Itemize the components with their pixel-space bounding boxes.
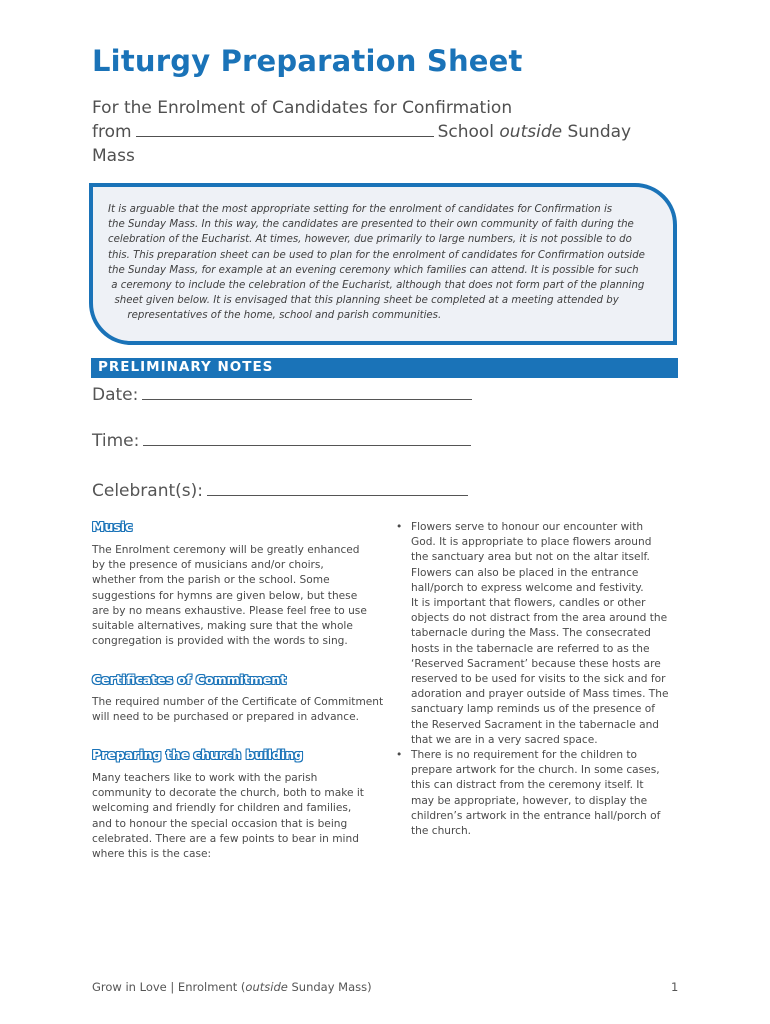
church-line: welcoming and friendly for children and families, bbox=[92, 802, 352, 815]
subtitle-line-1: For the Enrolment of Candidates for Confirmation bbox=[92, 98, 513, 118]
intro-line: celebration of the Eucharist. At times, however, due primarily to large numbers, it is not possible to do bbox=[108, 234, 632, 246]
bullet-line: the church. bbox=[411, 825, 472, 838]
church-line: celebrated. There are a few points to bear in mind bbox=[92, 832, 359, 845]
subtitle-line-2 bbox=[92, 120, 692, 144]
church-heading: Preparing the church building bbox=[92, 747, 304, 762]
bullet-line: hall/porch to express welcome and festivity. bbox=[411, 581, 644, 594]
bullet-line: adoration and prayer outside of Mass times. The bbox=[411, 688, 669, 701]
certificates-line: will need to be purchased or prepared in advance. bbox=[92, 711, 359, 724]
bullet-dot-icon: • bbox=[396, 749, 403, 762]
time-blank[interactable] bbox=[143, 431, 471, 446]
subtitle-line-3: Mass bbox=[92, 146, 135, 166]
intro-line: sheet given below. It is envisaged that this planning sheet be completed at a meeting attended by bbox=[108, 295, 619, 307]
intro-line: the Sunday Mass. In this way, the candidates are presented to their own community of faith during the bbox=[108, 219, 634, 231]
subtitle bbox=[92, 96, 692, 168]
date-blank[interactable] bbox=[142, 385, 472, 400]
music-body bbox=[92, 543, 382, 649]
bullet-line: children’s artwork in the entrance hall/porch of bbox=[411, 809, 661, 822]
celebrants-label: Celebrant(s): bbox=[92, 481, 203, 501]
bullet-dot-icon: • bbox=[396, 521, 403, 533]
bullet-line: Flowers can also be placed in the entrance bbox=[411, 566, 639, 579]
church-body bbox=[92, 771, 382, 862]
bullet-line: It is important that flowers, candles or other bbox=[411, 597, 646, 610]
bullet-item bbox=[396, 748, 696, 839]
church-line: Many teachers like to work with the parish bbox=[92, 772, 318, 784]
bullet-line: prepare artwork for the church. In some cases, bbox=[411, 764, 660, 777]
time-label: Time: bbox=[92, 431, 140, 451]
music-line: whether from the parish or the school. Some bbox=[92, 574, 330, 587]
bullet-line: the Reserved Sacrament in the tabernacle and bbox=[411, 718, 660, 731]
celebrants-blank[interactable] bbox=[207, 481, 468, 496]
bullet-line: objects do not distract from the area around the bbox=[411, 612, 668, 625]
music-heading: Music bbox=[92, 519, 133, 534]
church-line: and to honour the special occasion that is being bbox=[92, 817, 348, 830]
intro-line: a ceremony to include the celebration of the Eucharist, although that does not form part of the planning bbox=[108, 280, 645, 292]
certificates-line: The required number of the Certificate of Commitment bbox=[92, 696, 384, 708]
subtitle-outside: outside bbox=[499, 122, 563, 142]
bullet-line: that we are in a very sacred space. bbox=[411, 733, 598, 746]
bullet-line: God. It is appropriate to place flowers around bbox=[411, 536, 652, 549]
bullet-line: Flowers serve to honour our encounter with bbox=[411, 521, 644, 533]
bullet-line: this can distract from the ceremony itself. It bbox=[411, 779, 644, 792]
music-line: by the presence of musicians and/or choirs, bbox=[92, 559, 324, 572]
bullet-line: tabernacle during the Mass. The consecrated bbox=[411, 627, 651, 640]
church-line: community to decorate the church, both to make it bbox=[92, 787, 364, 800]
school-name-blank[interactable] bbox=[136, 120, 434, 137]
intro-line: representatives of the home, school and parish communities. bbox=[108, 310, 442, 322]
celebrants-field[interactable] bbox=[92, 481, 468, 501]
bullet-line: There is no requirement for the children to bbox=[411, 749, 638, 762]
bullet-line: sanctuary lamp reminds us of the presence of bbox=[411, 703, 655, 716]
certificates-body bbox=[92, 695, 382, 725]
date-label: Date: bbox=[92, 385, 139, 405]
page-title: Liturgy Preparation Sheet bbox=[92, 44, 523, 78]
certificates-heading: Certificates of Commitment bbox=[92, 672, 287, 687]
footer-pre: Grow in Love | Enrolment ( bbox=[92, 980, 246, 994]
intro-text bbox=[108, 202, 656, 324]
bullet-item bbox=[396, 520, 696, 748]
page-number: 1 bbox=[671, 980, 679, 994]
bullet-line: the sanctuary area but not on the altar itself. bbox=[411, 551, 650, 564]
bullet-line: hosts in the tabernacle are referred to as the bbox=[411, 642, 650, 655]
footer bbox=[92, 980, 372, 994]
intro-line: It is arguable that the most appropriate setting for the enrolment of candidates for Confirmation is bbox=[108, 204, 613, 215]
date-field[interactable] bbox=[92, 385, 472, 405]
music-line: suggestions for hymns are given below, but these bbox=[92, 589, 358, 602]
preliminary-notes-heading: PRELIMINARY NOTES bbox=[98, 359, 274, 375]
music-line: are by no means exhaustive. Please feel free to use bbox=[92, 604, 367, 617]
footer-italic: outside bbox=[245, 980, 288, 994]
subtitle-sunday: Sunday bbox=[567, 122, 632, 142]
music-line: The Enrolment ceremony will be greatly enhanced bbox=[92, 544, 360, 556]
intro-line: the Sunday Mass, for example at an evening ceremony which families can attend. It is possible for such bbox=[108, 264, 639, 276]
intro-line: this. This preparation sheet can be used to plan for the enrolment of candidates for Confirmation outside bbox=[108, 249, 645, 261]
bullet-list bbox=[396, 520, 696, 839]
music-line: congregation is provided with the words to sing. bbox=[92, 635, 348, 648]
church-line: where this is the case: bbox=[92, 848, 212, 861]
subtitle-from: from bbox=[92, 122, 132, 142]
time-field[interactable] bbox=[92, 431, 471, 451]
bullet-line: may be appropriate, however, to display the bbox=[411, 794, 648, 807]
footer-post: Sunday Mass) bbox=[287, 980, 372, 994]
subtitle-school: School bbox=[437, 122, 494, 142]
bullet-line: reserved to be used for visits to the sick and for bbox=[411, 673, 666, 686]
bullet-line: ‘Reserved Sacrament’ because these hosts are bbox=[411, 657, 661, 670]
music-line: suitable alternatives, making sure that the whole bbox=[92, 620, 353, 633]
